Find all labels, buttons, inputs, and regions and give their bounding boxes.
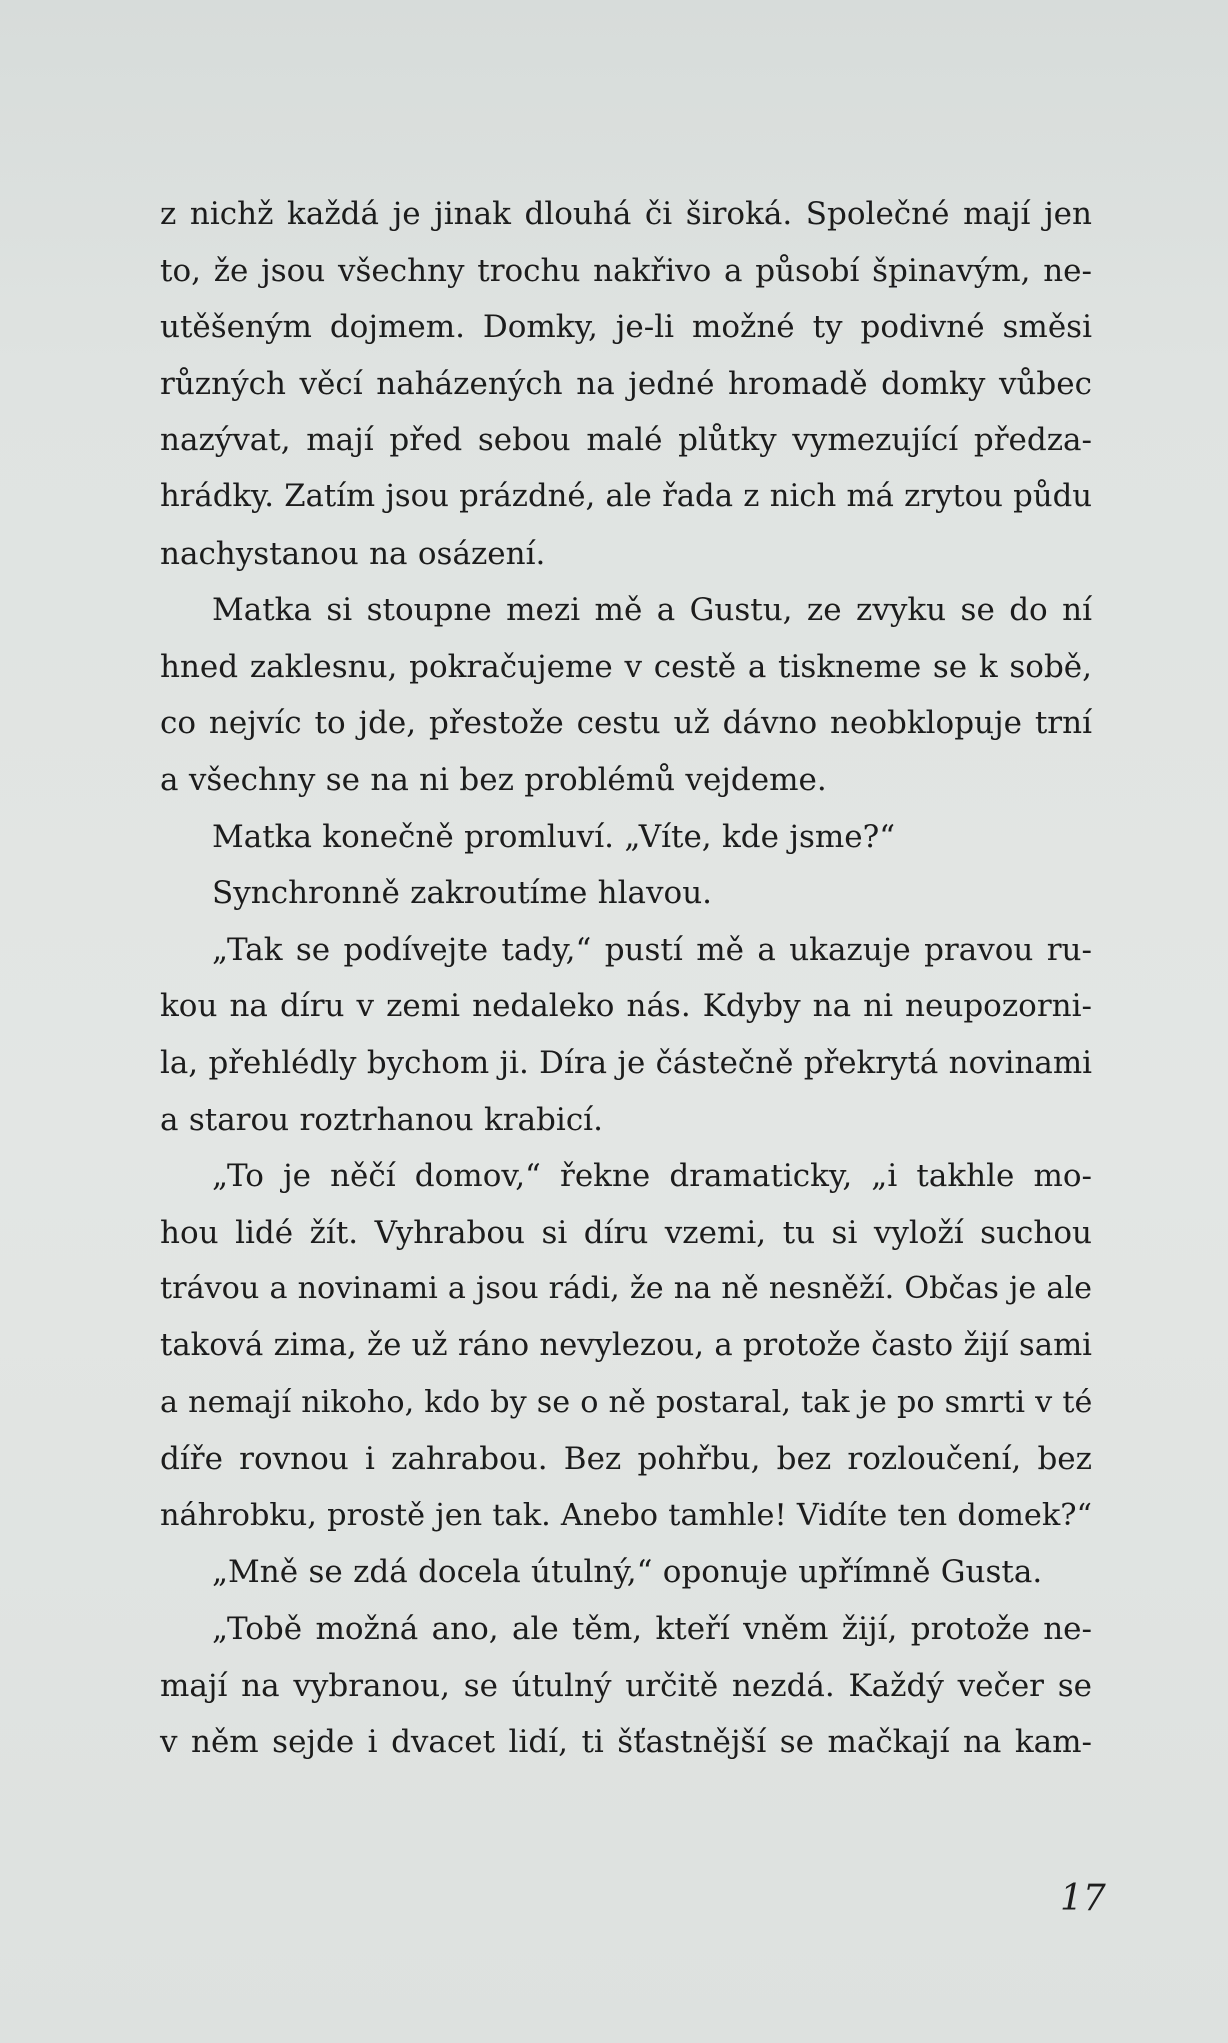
text-line: taková zima, že už ráno nevylezou, a protože často žijí sami: [160, 1328, 1092, 1363]
page-number: 17: [1060, 1878, 1106, 1919]
text-line: z nichž každá je jinak dlouhá či široká. Společné mají jen: [160, 196, 1092, 232]
text-line: Synchronně zakroutíme hlavou.: [212, 875, 713, 912]
text-line: „Tak se podívejte tady,“ pustí mě a ukazuje pravou ru-: [212, 931, 1092, 968]
text-line: „To je něčí domov,“ řekne dramaticky, „i takhle mo-: [212, 1158, 1092, 1195]
text-line: v něm sejde i dvacet lidí, ti šťastnější se mačkají na kam-: [160, 1724, 1092, 1761]
text-line: „Mně se zdá docela útulný,“ oponuje upřímně Gusta.: [212, 1554, 1043, 1591]
text-line: utěšeným dojmem. Domky, je-li možné ty podivné směsi: [160, 309, 1092, 346]
text-line: náhrobku, prostě jen tak. Anebo tamhle! Vidíte ten domek?“: [160, 1497, 1092, 1533]
text-line: nachystanou na osázení.: [160, 535, 546, 572]
text-line: la, přehlédly bychom ji. Díra je částečně překrytá novinami: [160, 1045, 1092, 1081]
text-line: to, že jsou všechny trochu nakřivo a působí špinavým, ne-: [160, 252, 1092, 289]
text-line: co nejvíc to jde, přestože cestu už dávno neobklopuje trní: [160, 705, 1092, 742]
text-line: hrádky. Zatím jsou prázdné, ale řada z nich má zrytou půdu: [160, 479, 1092, 514]
text-line: kou na díru v zemi nedaleko nás. Kdyby na ni neupozorni-: [160, 988, 1092, 1025]
text-line: Matka konečně promluví. „Víte, kde jsme?“: [212, 818, 896, 855]
text-line: trávou a novinami a jsou rádi, že na ně nesněží. Občas je ale: [160, 1271, 1092, 1307]
text-line: nazývat, mají před sebou malé plůtky vymezující předza-: [160, 422, 1092, 459]
text-line: hou lidé žít. Vyhrabou si díru vzemi, tu si vyloží suchou: [160, 1214, 1092, 1251]
text-line: různých věcí naházených na jedné hromadě domky vůbec: [160, 365, 1092, 402]
text-line: hned zaklesnu, pokračujeme v cestě a tiskneme se k sobě,: [160, 648, 1092, 685]
text-line: „Tobě možná ano, ale těm, kteří vněm žijí, protože ne-: [212, 1611, 1092, 1647]
text-line: a starou roztrhanou krabicí.: [160, 1101, 603, 1138]
text-line: a všechny se na ni bez problémů vejdeme.: [160, 762, 827, 798]
text-line: mají na vybranou, se útulný určitě nezdá. Každý večer se: [160, 1667, 1092, 1704]
text-line: díře rovnou i zahrabou. Bez pohřbu, bez rozloučení, bez: [160, 1441, 1092, 1478]
text-line: Matka si stoupne mezi mě a Gustu, ze zvyku se do ní: [212, 592, 1092, 629]
text-line: a nemají nikoho, kdo by se o ně postaral, tak je po smrti v té: [160, 1384, 1093, 1420]
